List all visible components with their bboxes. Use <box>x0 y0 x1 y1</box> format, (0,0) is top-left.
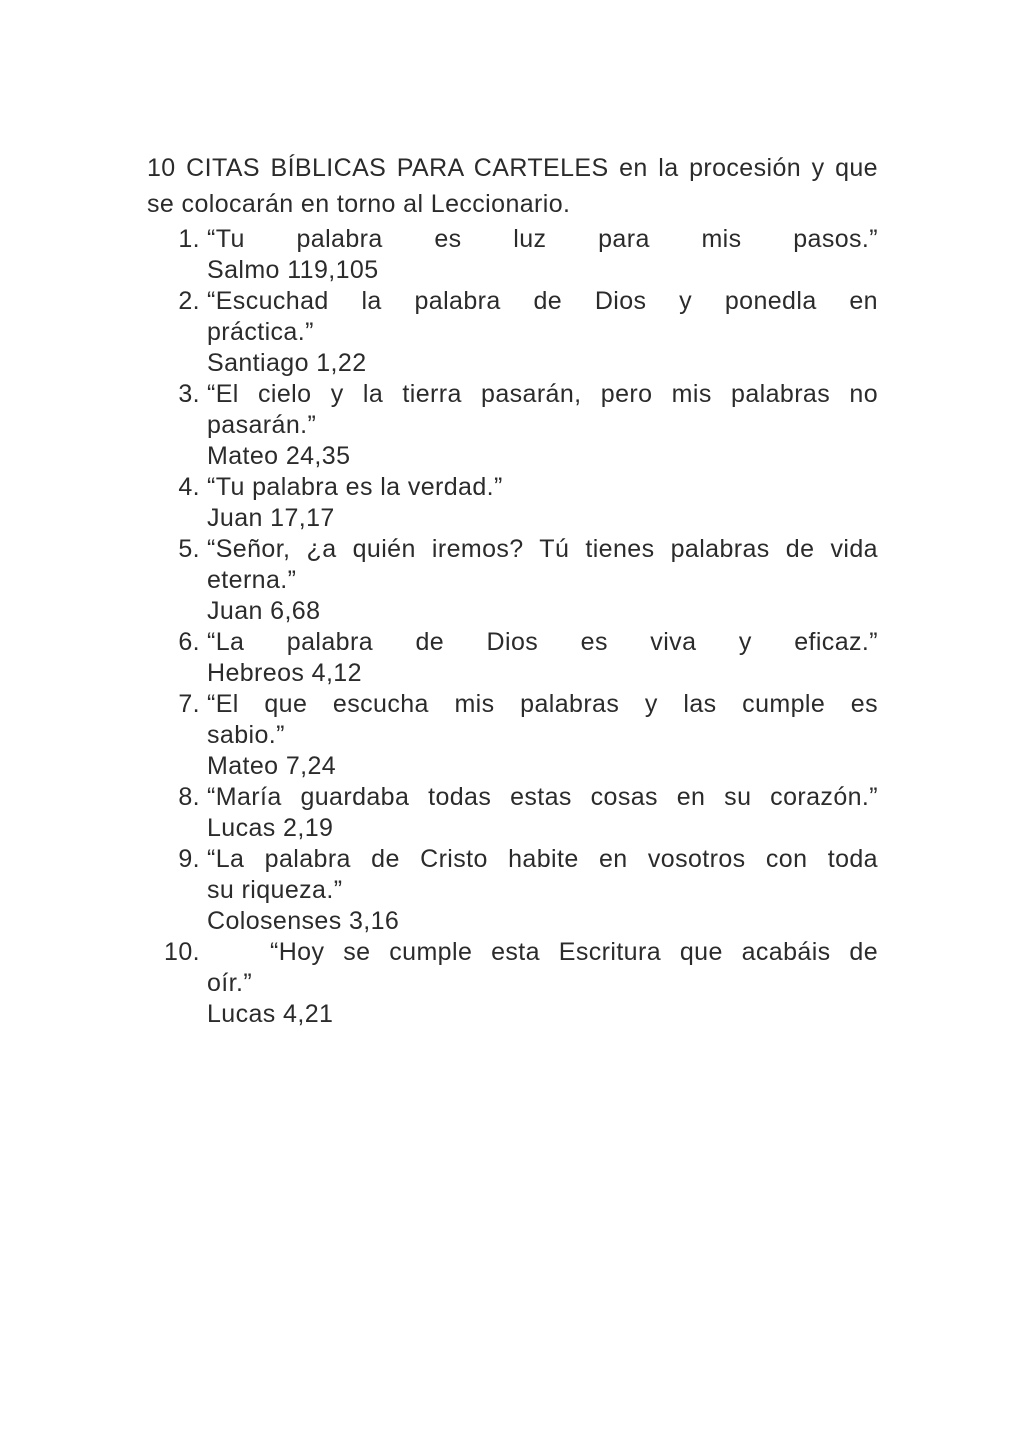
quote-line: “La palabra de Dios es viva y eficaz.” <box>207 628 878 656</box>
item-number: 10. <box>164 938 200 966</box>
quote-line: práctica.” <box>207 318 314 346</box>
quote-line: oír.” <box>207 969 253 997</box>
list-item <box>147 472 878 534</box>
quote-line: “El cielo y la tierra pasarán, pero mis palabras no <box>207 380 878 408</box>
list-item <box>147 782 878 844</box>
quote-line: “Escuchad la palabra de Dios y ponedla en <box>207 287 878 315</box>
list-item <box>147 379 878 472</box>
list-item <box>147 224 878 286</box>
list-item <box>147 937 878 1030</box>
heading-line: 10 CITAS BÍBLICAS PARA CARTELES en la procesión y que <box>147 154 878 182</box>
item-number: 4. <box>178 473 200 501</box>
list-item <box>147 689 878 782</box>
item-text <box>207 937 878 1030</box>
list-item <box>147 534 878 627</box>
quote-line: “Señor, ¿a quién iremos? Tú tienes palabras de vida <box>207 535 878 563</box>
item-text <box>207 689 878 782</box>
list-item <box>147 627 878 689</box>
item-text <box>207 844 878 937</box>
quote-line: “Tu palabra es luz para mis pasos.” <box>207 225 878 253</box>
item-number: 7. <box>178 690 200 718</box>
reference-line: Mateo 7,24 <box>207 752 337 780</box>
item-text <box>207 782 878 844</box>
quote-list <box>147 224 878 1030</box>
reference-line: Juan 17,17 <box>207 504 335 532</box>
item-text <box>207 534 878 627</box>
reference-line: Mateo 24,35 <box>207 442 351 470</box>
item-number: 5. <box>178 535 200 563</box>
item-text <box>207 627 878 689</box>
item-text <box>207 286 878 379</box>
reference-line: Santiago 1,22 <box>207 349 367 377</box>
quote-line: “La palabra de Cristo habite en vosotros con toda <box>207 845 878 873</box>
item-text <box>207 472 878 534</box>
item-text <box>207 224 878 286</box>
reference-line: Juan 6,68 <box>207 597 321 625</box>
quote-line: “El que escucha mis palabras y las cumple es <box>207 690 878 718</box>
quote-line: eterna.” <box>207 566 297 594</box>
reference-line: Lucas 2,19 <box>207 814 334 842</box>
list-item <box>147 286 878 379</box>
quote-line: pasarán.” <box>207 411 317 439</box>
reference-line: Lucas 4,21 <box>207 1000 334 1028</box>
quote-line: “Hoy se cumple esta Escritura que acabáis de <box>270 938 878 966</box>
document-body <box>147 150 878 1030</box>
quote-line: “Tu palabra es la verdad.” <box>207 473 503 501</box>
item-number: 2. <box>178 287 200 315</box>
quote-line: su riqueza.” <box>207 876 343 904</box>
item-text <box>207 379 878 472</box>
heading-line: se colocarán en torno al Leccionario. <box>147 190 571 218</box>
item-number: 9. <box>178 845 200 873</box>
reference-line: Colosenses 3,16 <box>207 907 400 935</box>
quote-line: “María guardaba todas estas cosas en su corazón.” <box>207 783 878 811</box>
document-heading <box>147 150 878 222</box>
item-number: 8. <box>178 783 200 811</box>
item-number: 6. <box>178 628 200 656</box>
list-item <box>147 844 878 937</box>
quote-line: sabio.” <box>207 721 285 749</box>
item-number: 1. <box>178 225 200 253</box>
reference-line: Hebreos 4,12 <box>207 659 362 687</box>
item-number: 3. <box>178 380 200 408</box>
reference-line: Salmo 119,105 <box>207 256 379 284</box>
